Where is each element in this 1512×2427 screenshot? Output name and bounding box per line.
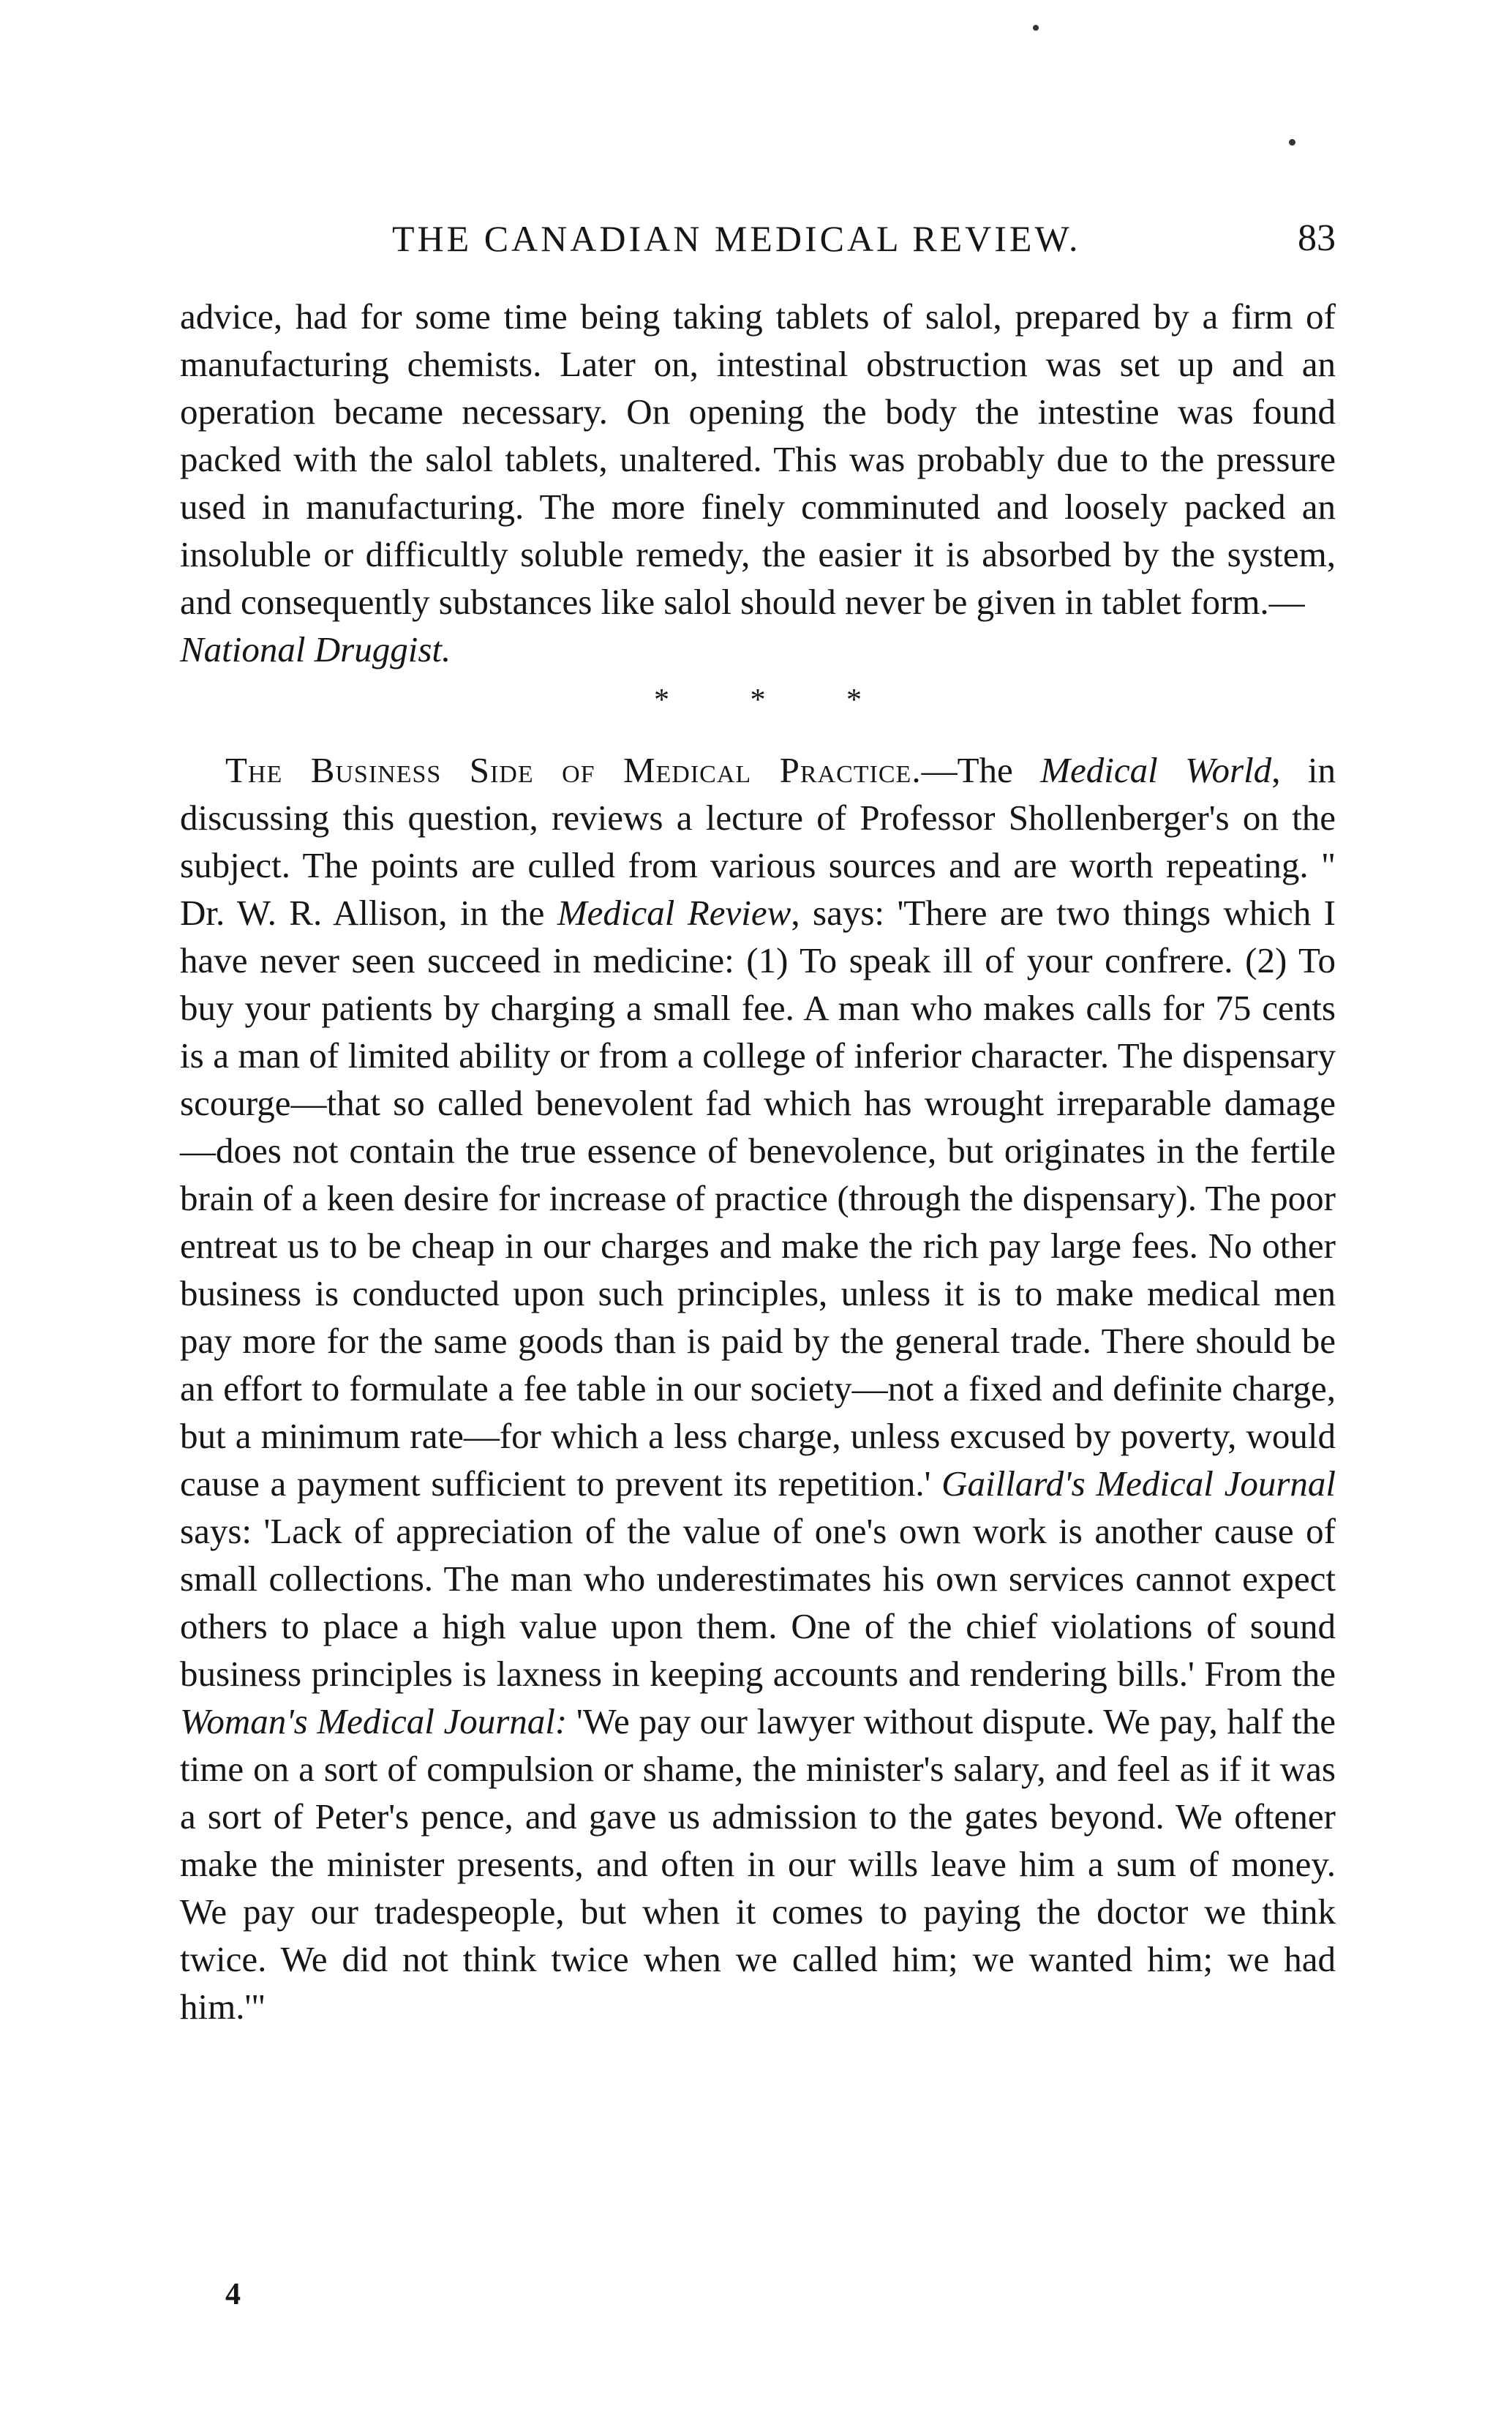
page-number: 83 <box>1298 217 1336 259</box>
scan-speck <box>1033 25 1039 31</box>
section-separator: * * * <box>654 683 898 717</box>
source-citation: National Druggist. <box>180 629 451 669</box>
journal-title: Woman's Medical Journal: <box>180 1701 568 1741</box>
paragraph-text: , in discussing this question, reviews a lecture of Professor Shollenberger's on the subject. The points are culled from various sources and are worth repeating. " Dr. W. R. Allison, in the <box>180 750 1336 933</box>
paragraph-text: says: 'Lack of appreciation of the value of one's own work is another cause of small collections. The man who underestimates his own services cannot expect others to place a high value upon them. One of the chief violations of sound business principles is laxness in keeping accounts and rendering bills.' From the <box>180 1511 1336 1694</box>
section-heading: The Business Side of Medical Practice. <box>225 750 922 790</box>
journal-title: Medical Review <box>557 893 791 933</box>
paragraph-text: , says: 'There are two things which I have never seen succeed in medicine: (1) To speak ill of your confrere. (2) To buy your patients by charging a small fee. A man who makes calls for 75 cents is a man of limited ability or from a college of inferior character. The dispensary scourge—that so called benevolent fad which has wrought irreparable damage—does not contain the true essence of benevolence, but originates in the fertile brain of a keen desire for increase of practice (through the dispensary). The poor entreat us to be cheap in our charges and make the rich pay large fees. No other business is conducted upon such principles, unless it is to make medical men pay more for the same goods than is paid by the general trade. There should be an effort to formulate a fee table in our society—not a fixed and definite charge, but a minimum rate—for which a less charge, unless excused by poverty, would cause a payment sufficient to prevent its repetition.' <box>180 893 1336 1504</box>
paragraph-salol-tablets <box>180 293 1336 673</box>
signature-mark: 4 <box>225 2278 241 2311</box>
paragraph-text: 'We pay our lawyer without dispute. We pay, half the time on a sort of compulsion or shame, the minister's salary, and feel as if it was a sort of Peter's pence, and gave us admission to the gates beyond. We oftener make the minister presents, and often in our wills leave him a sum of money. We pay our tradespeople, but when it comes to paying the doctor we think twice. We did not think twice when we called him; we wanted him; we had him.'" <box>180 1701 1336 2027</box>
paragraph-text: advice, had for some time being taking tablets of salol, prepared by a firm of manufacturing chemists. Later on, intestinal obstruction was set up and an operation became necessary. On opening the body the intestine was found packed with the salol tablets, unaltered. This was probably due to the pressure used in manufacturing. The more finely comminuted and loosely packed an insoluble or difficultly soluble remedy, the easier it is absorbed by the system, and consequently substances like salol should never be given in tablet form.— <box>180 296 1336 622</box>
journal-title: Medical World <box>1040 750 1272 790</box>
paragraph-business-side <box>180 746 1336 2030</box>
article-body <box>180 293 1336 2030</box>
running-title: THE CANADIAN MEDICAL REVIEW. <box>392 218 1081 259</box>
journal-title: Gaillard's Medical Journal <box>941 1463 1336 1504</box>
scan-speck <box>1289 139 1295 146</box>
page-header <box>180 209 1336 268</box>
paragraph-text: —The <box>921 750 1041 790</box>
